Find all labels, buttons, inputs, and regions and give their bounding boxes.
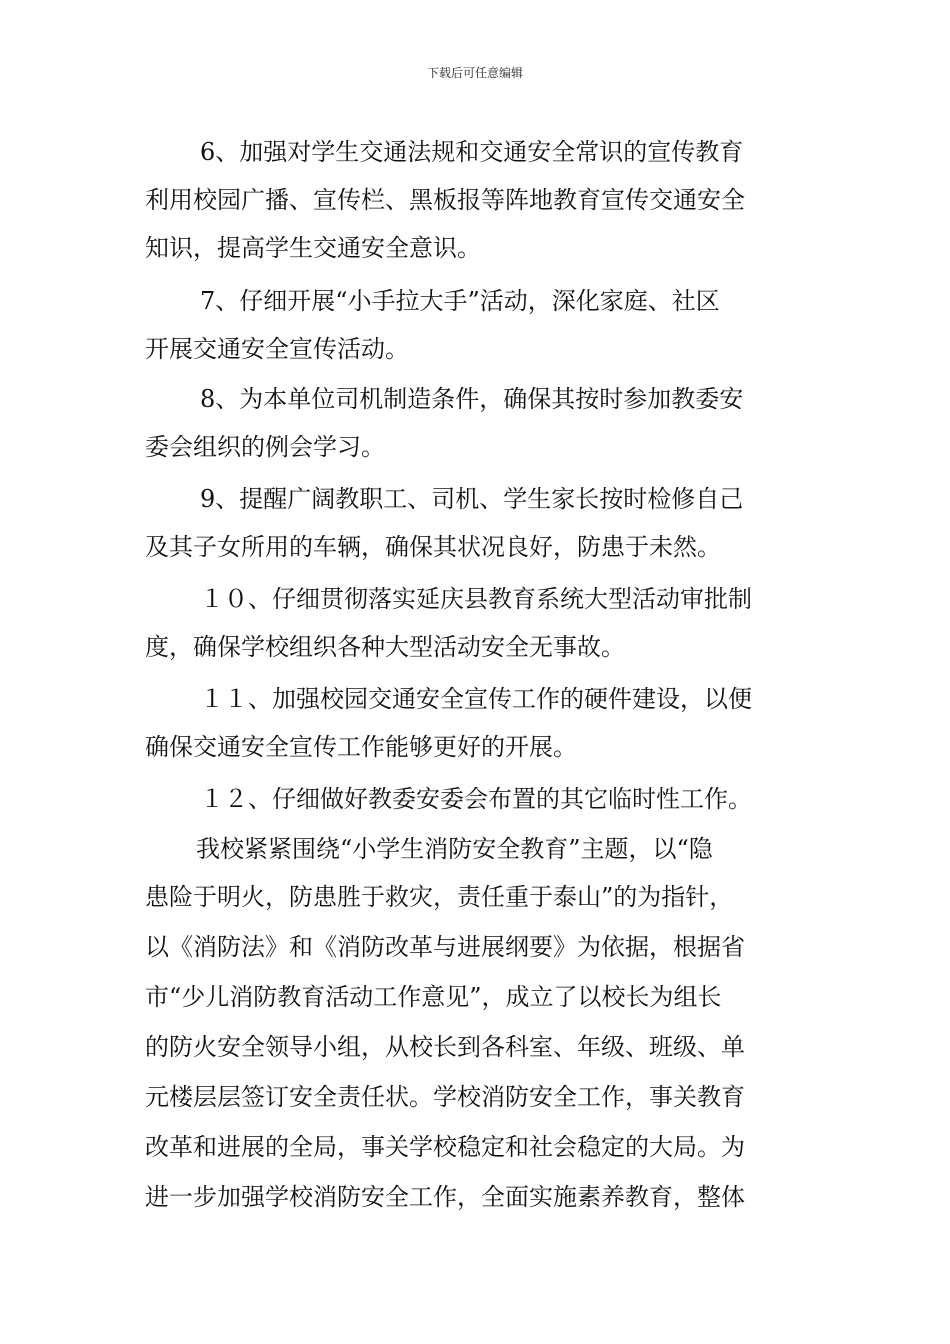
- text-line: 委会组织的例会学习。: [145, 433, 385, 461]
- text-line: １０、仔细贯彻落实延庆县教育系统大型活动审批制: [200, 585, 752, 613]
- text-line: 6、加强对学生交通法规和交通安全常识的宣传教育: [200, 138, 744, 166]
- text-line: 市“少儿消防教育活动工作意见”，成立了以校长为组长: [145, 983, 722, 1011]
- text-line: 确保交通安全宣传工作能够更好的开展。: [145, 733, 577, 761]
- page-header: 下载后可任意编辑: [426, 66, 523, 80]
- text-line: 9、提醒广阔教职工、司机、学生家长按时检修自己: [200, 485, 744, 513]
- text-line: 以《消防法》和《消防改革与进展纲要》为依据，根据省: [145, 933, 745, 961]
- text-line: 开展交通安全宣传活动。: [145, 335, 409, 363]
- text-line: １２、仔细做好教委安委会布置的其它临时性工作。: [200, 785, 752, 813]
- text-line: １１、加强校园交通安全宣传工作的硬件建设，以便: [200, 685, 752, 713]
- text-line: 元楼层层签订安全责任状。学校消防安全工作，事关教育: [145, 1083, 745, 1111]
- text-line: 利用校园广播、宣传栏、黑板报等阵地教育宣传交通安全: [145, 186, 745, 214]
- text-line: 进一步加强学校消防安全工作，全面实施素养教育，整体: [145, 1183, 745, 1211]
- text-line: 8、为本单位司机制造条件，确保其按时参加教委安: [200, 385, 744, 413]
- text-line: 的防火安全领导小组，从校长到各科室、年级、班级、单: [145, 1033, 745, 1061]
- text-line: 及其子女所用的车辆，确保其状况良好，防患于未然。: [145, 533, 721, 561]
- text-line: 我校紧紧围绕“小学生消防安全教育”主题，以“隐: [196, 835, 713, 863]
- text-line: 改革和进展的全局，事关学校稳定和社会稳定的大局。为: [145, 1133, 745, 1161]
- text-line: 患险于明火，防患胜于救灾，责任重于泰山”的为指针，: [145, 883, 734, 911]
- text-line: 知识，提高学生交通安全意识。: [145, 234, 481, 262]
- text-line: 度，确保学校组织各种大型活动安全无事故。: [145, 633, 625, 661]
- text-line: 7、仔细开展“小手拉大手”活动，深化家庭、社区: [200, 287, 720, 315]
